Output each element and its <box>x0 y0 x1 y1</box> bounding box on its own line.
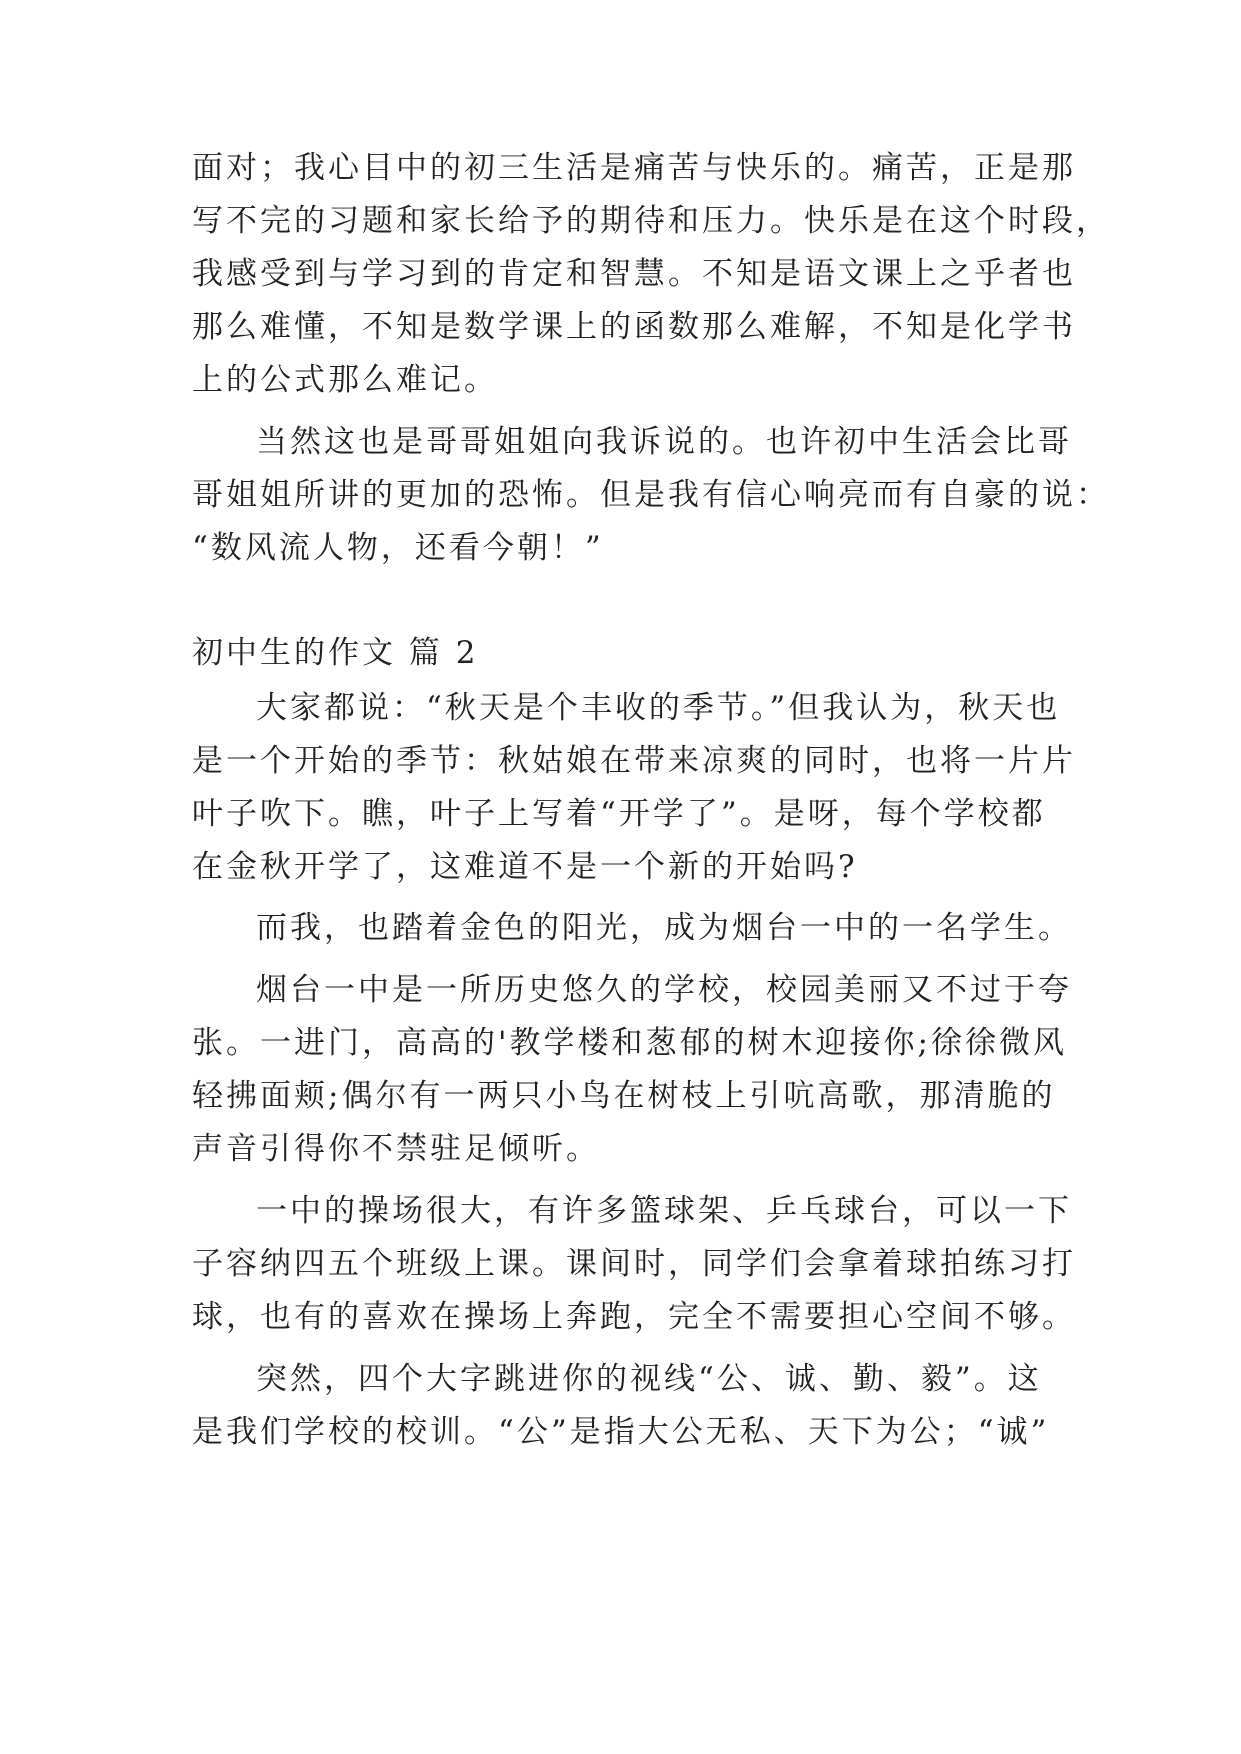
text-line: 那么难懂，不知是数学课上的函数那么难解，不知是化学书 <box>192 309 1076 345</box>
text-line: 上的公式那么难记。 <box>192 362 498 398</box>
text-line: 我感受到与学习到的肯定和智慧。不知是语文课上之乎者也 <box>192 256 1076 292</box>
text-line: 声音引得你不禁驻足倾听。 <box>192 1131 600 1167</box>
section-heading: 初中生的作文 篇 2 <box>192 635 479 671</box>
paragraph-first-line: 烟台一中是一所历史悠久的学校，校园美丽又不过于夸 <box>256 972 1072 1008</box>
text-line: 子容纳四五个班级上课。课间时，同学们会拿着球拍练习打 <box>192 1246 1076 1282</box>
text-line: 是我们学校的校训。“公”是指大公无私、天下为公；“诚” <box>192 1414 1050 1450</box>
text-line: 轻拂面颊;偶尔有一两只小鸟在树枝上引吭高歌，那清脆的 <box>192 1078 1056 1114</box>
text-line: 写不完的习题和家长给予的期待和压力。快乐是在这个时段， <box>192 203 1110 239</box>
text-line: 球，也有的喜欢在操场上奔跑，完全不需要担心空间不够。 <box>192 1299 1076 1335</box>
text-line: 在金秋开学了，这难道不是一个新的开始吗? <box>192 849 858 885</box>
paragraph-first-line: 大家都说：“秋天是个丰收的季节。”但我认为，秋天也 <box>256 690 1061 726</box>
text-line: 是一个开始的季节：秋姑娘在带来凉爽的同时，也将一片片 <box>192 743 1076 779</box>
paragraph-first-line: 突然，四个大字跳进你的视线“公、诚、勤、毅”。这 <box>256 1361 1042 1397</box>
text-line: 哥姐姐所讲的更加的恐怖。但是我有信心响亮而有自豪的说： <box>192 477 1110 513</box>
text-line: 叶子吹下。瞧，叶子上写着“开学了”。是呀，每个学校都 <box>192 796 1046 832</box>
text-line: “数风流人物，还看今朝！” <box>192 530 604 566</box>
paragraph-first-line: 当然这也是哥哥姐姐向我诉说的。也许初中生活会比哥 <box>256 424 1072 460</box>
paragraph-first-line: 一中的操场很大，有许多篮球架、乒乓球台，可以一下 <box>256 1193 1072 1229</box>
paragraph-first-line: 而我，也踏着金色的阳光，成为烟台一中的一名学生。 <box>256 910 1072 946</box>
text-line: 张。一进门，高高的'教学楼和葱郁的树木迎接你;徐徐微风 <box>192 1025 1067 1061</box>
text-line: 面对；我心目中的初三生活是痛苦与快乐的。痛苦，正是那 <box>192 150 1076 186</box>
